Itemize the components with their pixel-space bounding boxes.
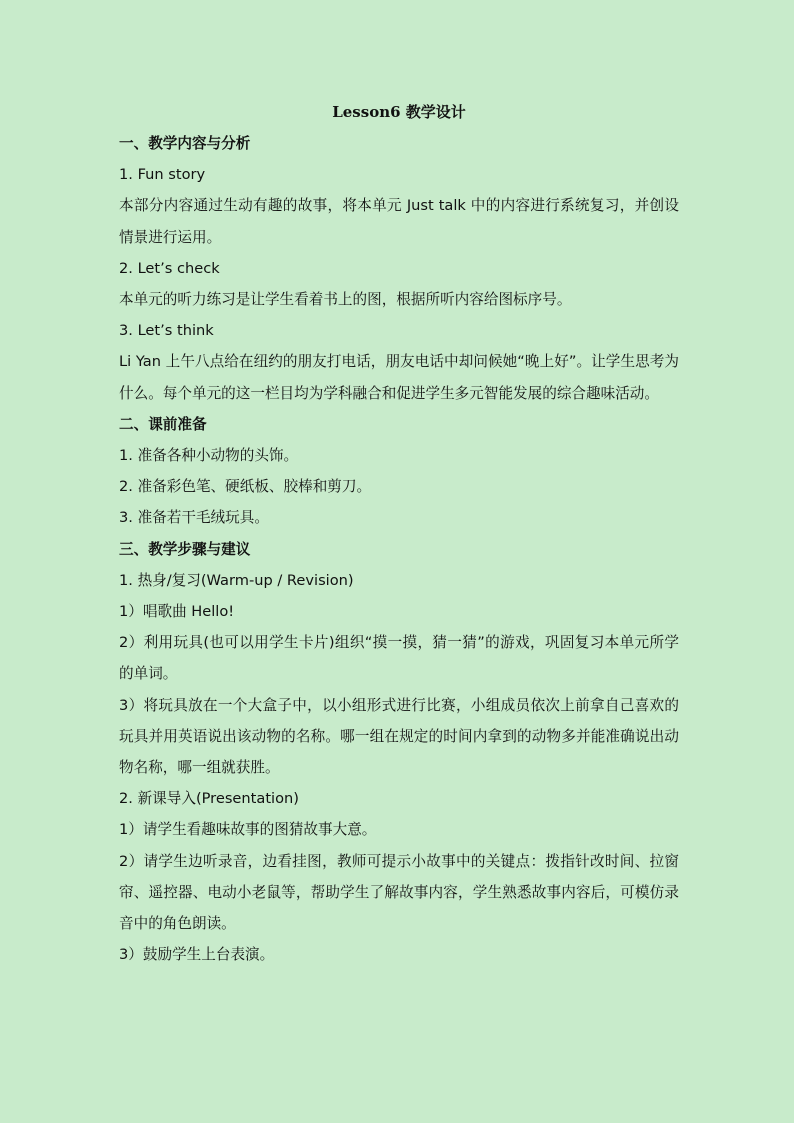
step-title-presentation: 2. 新课导入(Presentation) [119, 790, 299, 808]
step-title-warm-up: 1. 热身/复习(Warm-up / Revision) [119, 571, 354, 589]
item-text-lets-think: Li Yan 上午八点给在纽约的朋友打电话，朋友电话中却问候她“晚上好”。让学生思考为什么。每个单元的这一栏目均为学科融合和促进学生多元智能发展的综合趣味活动。 [119, 353, 679, 402]
item-title-lets-think: 3. Let’s think [119, 322, 214, 340]
item-title-lets-check: 2. Let’s check [119, 259, 220, 277]
section-heading-teaching-steps: 三、教学步骤与建议 [119, 540, 251, 558]
prep-item: 2. 准备彩色笔、硬纸板、胶棒和剪刀。 [119, 478, 372, 496]
section-heading-preparation: 二、课前准备 [119, 415, 207, 433]
step-item: 3）鼓励学生上台表演。 [119, 946, 275, 964]
document-page [119, 96, 679, 970]
prep-item: 1. 准备各种小动物的头饰。 [119, 446, 299, 464]
document-title: Lesson6 教学设计 [332, 103, 466, 121]
prep-item: 3. 准备若干毛绒玩具。 [119, 509, 269, 527]
step-item: 1）请学生看趣味故事的图猜故事大意。 [119, 821, 377, 839]
step-item: 2）请学生边听录音，边看挂图，教师可提示小故事中的关键点：拨指针改时间、拉窗帘、遥控器、电动小老鼠等，帮助学生了解故事内容，学生熟悉故事内容后，可模仿录音中的角色朗读。 [119, 852, 679, 932]
step-item: 1）唱歌曲 Hello! [119, 602, 235, 620]
step-item: 3）将玩具放在一个大盒子中，以小组形式进行比赛，小组成员依次上前拿自己喜欢的玩具并用英语说出该动物的名称。哪一组在规定的时间内拿到的动物多并能准确说出动物名称，哪一组就获胜。 [119, 696, 679, 776]
item-title-fun-story: 1. Fun story [119, 166, 206, 184]
item-text-fun-story: 本部分内容通过生动有趣的故事，将本单元 Just talk 中的内容进行系统复习，并创设情景进行运用。 [119, 197, 679, 246]
item-text-lets-check: 本单元的听力练习是让学生看着书上的图，根据所听内容给图标序号。 [119, 290, 572, 308]
step-item: 2）利用玩具(也可以用学生卡片)组织“摸一摸，猜一猜”的游戏，巩固复习本单元所学的单词。 [119, 634, 679, 683]
section-heading-content-analysis: 一、教学内容与分析 [119, 135, 251, 152]
